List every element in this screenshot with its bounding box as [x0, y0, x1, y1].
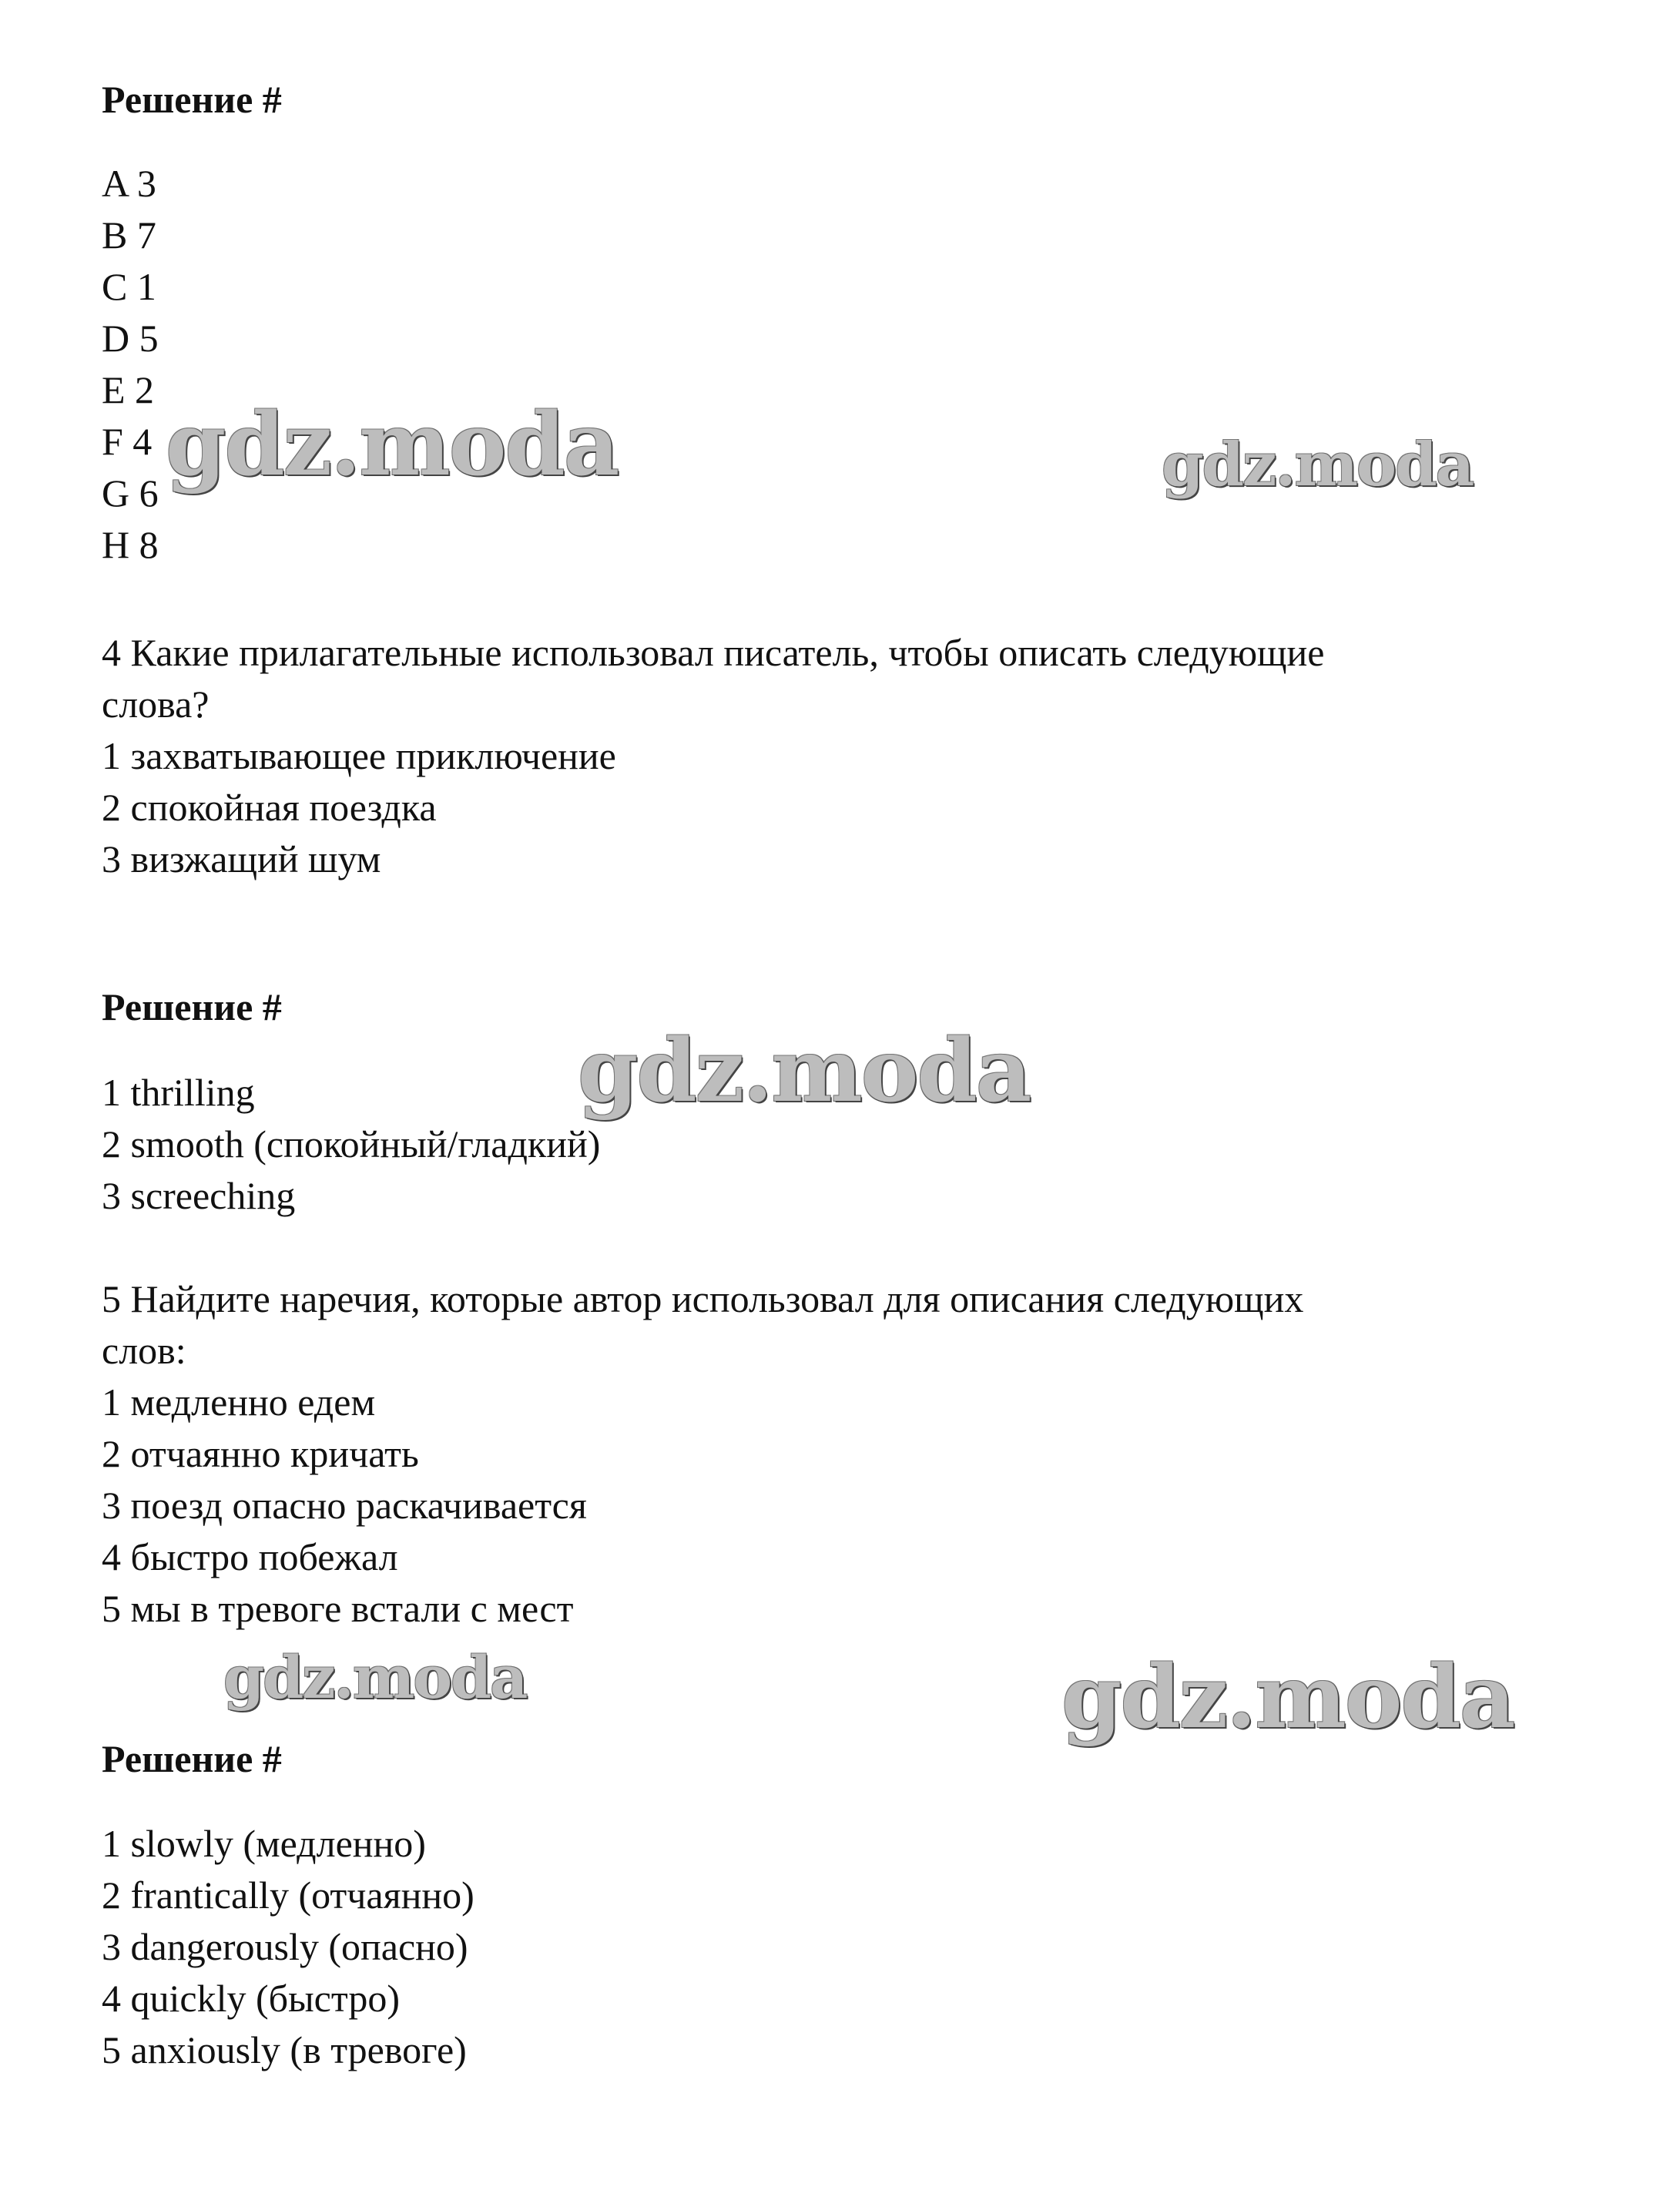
answer-line: B 7 — [102, 213, 156, 257]
answer-line: D 5 — [102, 317, 159, 360]
question-item: 5 мы в тревоге встали с мест — [102, 1587, 574, 1630]
answer-line: 3 screeching — [102, 1174, 296, 1217]
question-4-text: 4 Какие прилагательные использовал писатель, чтобы описать следующие — [102, 631, 1325, 674]
question-item: 1 медленно едем — [102, 1380, 376, 1424]
question-4-text-cont: слова? — [102, 683, 210, 726]
watermark: gdz.moda — [1061, 1647, 1514, 1748]
answer-line: A 3 — [102, 162, 156, 205]
question-item: 3 поезд опасно раскачивается — [102, 1484, 587, 1527]
answer-line: H 8 — [102, 523, 159, 566]
question-item: 2 отчаянно кричать — [102, 1432, 419, 1475]
answer-line: G 6 — [102, 471, 159, 515]
answer-line: 1 slowly (медленно) — [102, 1822, 426, 1865]
question-item: 4 быстро побежал — [102, 1535, 398, 1578]
question-item: 1 захватывающее приключение — [102, 734, 616, 777]
answer-line: 2 frantically (отчаянно) — [102, 1873, 474, 1917]
watermark: gdz.moda — [166, 394, 619, 495]
watermark: gdz.moda — [1162, 430, 1474, 500]
answer-line: F 4 — [102, 420, 153, 463]
question-item: 3 визжащий шум — [102, 837, 381, 880]
question-item: 2 спокойная поездка — [102, 786, 437, 829]
solution-heading-2: Решение # — [102, 985, 282, 1028]
question-5-text: 5 Найдите наречия, которые автор использовал для описания следующих — [102, 1277, 1304, 1320]
answer-line: 5 anxiously (в тревоге) — [102, 2028, 467, 2071]
watermark: gdz.moda — [223, 1643, 527, 1712]
solution-heading-1: Решение # — [102, 78, 282, 121]
solution-heading-3: Решение # — [102, 1737, 282, 1780]
question-5-text-cont: слов: — [102, 1329, 186, 1372]
answer-line: 1 thrilling — [102, 1071, 255, 1114]
answer-line: 4 quickly (быстро) — [102, 1977, 400, 2020]
answer-line: C 1 — [102, 265, 156, 308]
answer-line: 2 smooth (спокойный/гладкий) — [102, 1122, 601, 1166]
answer-line: E 2 — [102, 368, 155, 411]
answer-line: 3 dangerously (опасно) — [102, 1925, 468, 1968]
watermark: gdz.moda — [578, 1021, 1031, 1122]
